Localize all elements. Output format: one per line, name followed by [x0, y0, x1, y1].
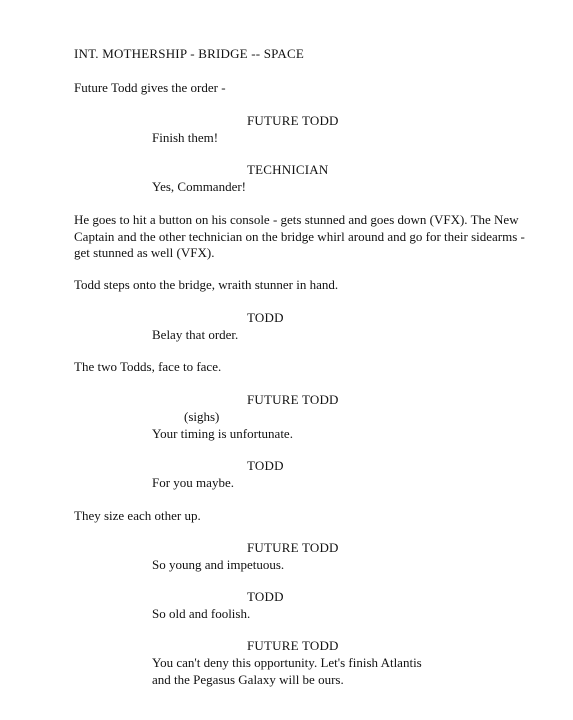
dialogue-line: You can't deny this opportunity. Let's finish Atlantis [152, 655, 422, 670]
dialogue-line: For you maybe. [152, 475, 234, 490]
character-name: TECHNICIAN [247, 162, 329, 177]
dialogue-line: Yes, Commander! [152, 179, 247, 194]
action-line: get stunned as well (VFX). [74, 245, 215, 260]
dialogue-line: So young and impetuous. [152, 557, 285, 572]
dialogue-line: Your timing is unfortunate. [152, 426, 293, 441]
character-name: FUTURE TODD [247, 638, 339, 653]
character-name: FUTURE TODD [247, 540, 339, 555]
action-line: He goes to hit a button on his console - gets stunned and goes down (VFX). The New [74, 212, 519, 227]
action-line: Future Todd gives the order - [74, 80, 226, 95]
character-name: TODD [247, 310, 284, 325]
action-line: Captain and the other technician on the bridge whirl around and go for their sidearms - [74, 229, 525, 244]
character-name: TODD [247, 458, 284, 473]
dialogue-line: and the Pegasus Galaxy will be ours. [152, 672, 344, 687]
action-line: They size each other up. [74, 508, 201, 523]
character-name: FUTURE TODD [247, 113, 339, 128]
scene-heading: INT. MOTHERSHIP - BRIDGE -- SPACE [74, 46, 305, 61]
dialogue-line: So old and foolish. [152, 606, 251, 621]
action-line: Todd steps onto the bridge, wraith stunner in hand. [74, 277, 339, 292]
action-line: The two Todds, face to face. [74, 359, 222, 374]
character-name: TODD [247, 589, 284, 604]
character-name: FUTURE TODD [247, 392, 339, 407]
parenthetical: (sighs) [184, 409, 220, 424]
dialogue-line: Belay that order. [152, 327, 239, 342]
dialogue-line: Finish them! [152, 130, 219, 145]
